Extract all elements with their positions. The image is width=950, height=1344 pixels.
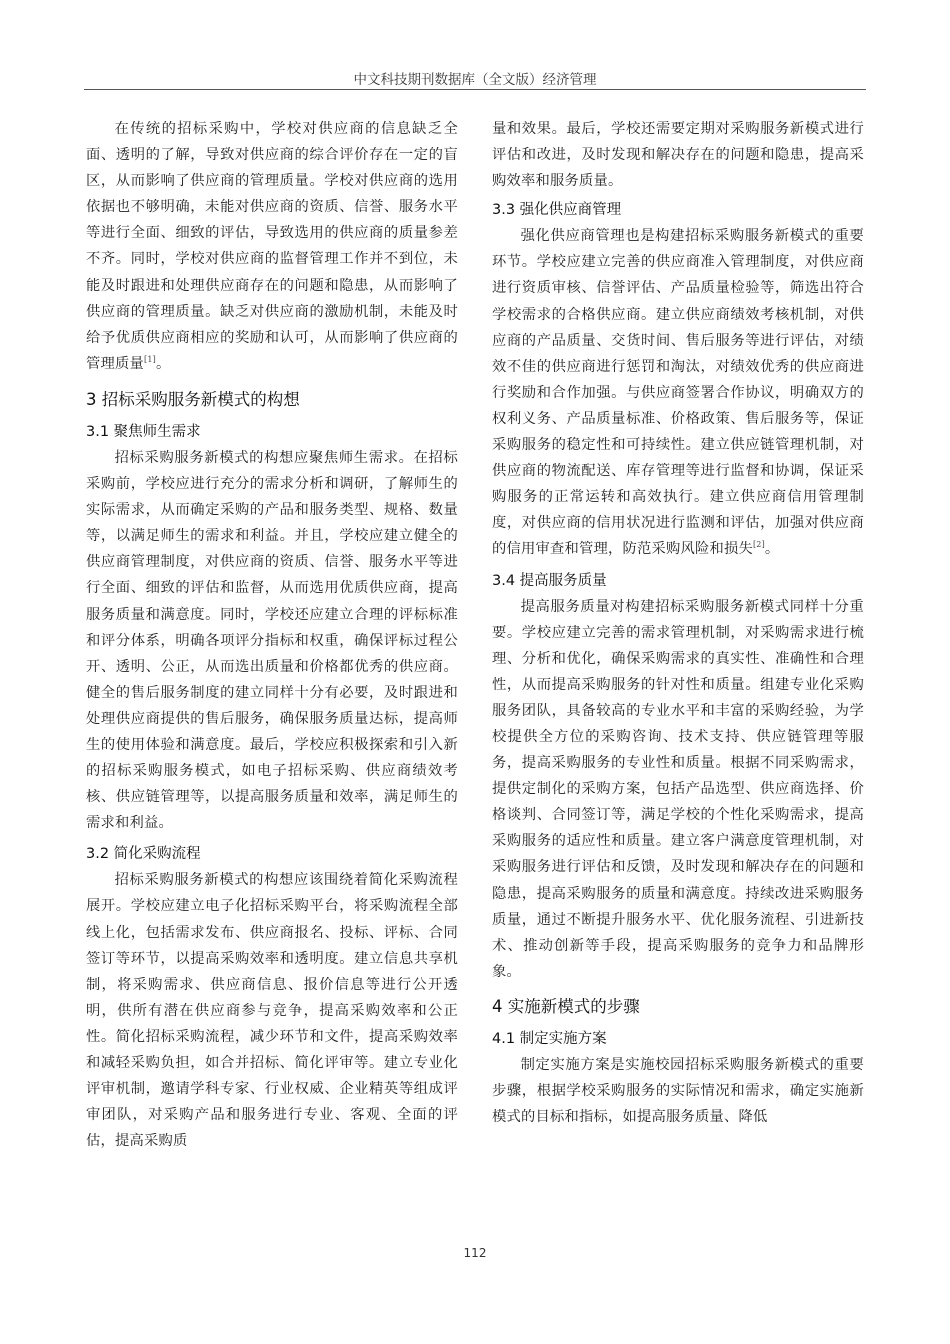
- section-3-3-end: 。: [764, 541, 780, 558]
- section-4-1-title: 4.1 制定实施方案: [492, 1030, 607, 1047]
- journal-header: 中文科技期刊数据库（全文版）经济管理: [353, 72, 597, 88]
- section-3-3-text: 强化供应商管理也是构建招标采购服务新模式的重要环节。学校应建立完善的供应商准入管理制度，对供应商进行资质审核、信誉评估、产品质量检验等，筛选出符合学校需求的合格供应商。建立供应商绩效考核机制，对供应商的产品质量、交货时间、售后服务等进行评估，对绩效不佳的供应商进行惩罚和淘汰，对绩效优秀的供应商进行奖励和合作加强。与供应商签署合作协议，明确双方的权利义务、产品质量标准、价格政策、售后服务等，保证采购服务的稳定性和可持续性。建立供应链管理机制，对供应商的物流配送、库存管理等进行监督和协调，保证采购服务的正常运转和高效执行。建立供应商信用管理制度，对供应商的信用状况进行监测和评估，加强对供应商的信用审查和管理，防范采购风险和损失: [492, 228, 864, 558]
- intro-text: 在传统的招标采购中，学校对供应商的信息缺乏全面、透明的了解，导致对供应商的综合评价存在一定的盲区，从而影响了供应商的管理质量。学校对供应商的选用依据也不够明确，未能对供应商的资质、信誉、服务水平等进行全面、细致的评估，导致选用的供应商的质量参差不齐。同时，学校对供应商的监督管理工作并不到位，未能及时跟进和处理供应商存在的问题和隐患，从而影响了供应商的管理质量。缺乏对供应商的激励机制，未能及时给予优质供应商相应的奖励和认可，从而影响了供应商的管理质量: [86, 121, 458, 372]
- page-number: 112: [463, 1246, 487, 1260]
- section-3-4-body: 提高服务质量对构建招标采购服务新模式同样十分重要。学校应建立完善的需求管理机制，对采购需求进行梳理、分析和优化，确保采购需求的真实性、准确性和合理性，从而提高采购服务的针对性和质量。组建专业化采购服务团队，具备较高的专业水平和丰富的采购经验，为学校提供全方位的采购咨询、技术支持、供应链管理等服务，提高采购服务的专业性和质量。根据不同采购需求，提供定制化的采购方案，包括产品选型、供应商选择、价格谈判、合同签订等，满足学校的个性化采购需求，提高采购服务的适应性和质量。建立客户满意度管理机制，对采购服务进行评估和反馈，及时发现和解决存在的问题和隐患，提高采购服务的质量和满意度。持续改进采购服务质量，通过不断提升服务水平、优化服务流程、引进新技术、推动创新等手段，提高采购服务的竞争力和品牌形象。: [492, 598, 864, 980]
- intro-end: 。: [155, 355, 171, 372]
- section-3-4-title: 3.4 提高服务质量: [492, 572, 607, 589]
- section-3-1-title: 3.1 聚焦师生需求: [86, 423, 201, 440]
- section-3-1-body: 招标采购服务新模式的构想应聚焦师生需求。在招标采购前，学校应进行充分的需求分析和调研，了解师生的实际需求，从而确定采购的产品和服务类型、规格、数量等，以满足师生的需求和利益。并且，学校应建立健全的供应商管理制度，对供应商的资质、信誉、服务水平等进行全面、细致的评估和监督，从而选用优质供应商，提高服务质量和满意度。同时，学校还应建立合理的评标标准和评分体系，明确各项评分指标和权重，确保评标过程公开、透明、公正，从而选出质量和价格都优秀的供应商。健全的售后服务制度的建立同样十分有必要，及时跟进和处理供应商提供的售后服务，确保服务质量达标，提高师生的使用体验和满意度。最后，学校应积极探索和引入新的招标采购服务模式，如电子招标采购、供应商绩效考核、供应链管理等，以提高服务质量和效率，满足师生的需求和利益。: [86, 449, 458, 832]
- header-rule: [84, 89, 866, 90]
- section-3-3-title: 3.3 强化供应商管理: [492, 202, 622, 219]
- citation-1: [1]: [144, 355, 156, 365]
- right-column: [492, 116, 864, 1130]
- section-4-title: 4 实施新模式的步骤: [492, 996, 640, 1016]
- left-column: [86, 116, 458, 1154]
- citation-2: [2]: [752, 540, 765, 550]
- section-3-2-title: 3.2 简化采购流程: [86, 846, 201, 863]
- section-3-2-body: 招标采购服务新模式的构想应该围绕着简化采购流程展开。学校应建立电子化招标采购平台，将采购流程全部线上化，包括需求发布、供应商报名、投标、评标、合同签订等环节，以提高采购效率和透明度。建立信息共享机制，将采购需求、供应商信息、报价信息等进行公开透明，供所有潜在供应商参与竞争，提高采购效率和公正性。简化招标采购流程，减少环节和文件，提高采购效率和减轻采购负担，如合并招标、简化评审等。建立专业化评审机制，邀请学科专家、行业权威、企业精英等组成评审团队，对采购产品和服务进行专业、客观、全面的评估，提高采购质: [86, 872, 458, 1150]
- section-4-1-body: 制定实施方案是实施校园招标采购服务新模式的重要步骤，根据学校采购服务的实际情况和需求，确定实施新模式的目标和指标，如提高服务质量、降低: [492, 1056, 864, 1126]
- section-3-title: 3 招标采购服务新模式的构想: [86, 389, 300, 409]
- section-3-2-continued: 量和效果。最后，学校还需要定期对采购服务新模式进行评估和改进，及时发现和解决存在的问题和隐患，提高采购效率和服务质量。: [492, 121, 864, 190]
- section-3-3-body: [492, 223, 864, 562]
- intro-paragraph: [86, 116, 458, 377]
